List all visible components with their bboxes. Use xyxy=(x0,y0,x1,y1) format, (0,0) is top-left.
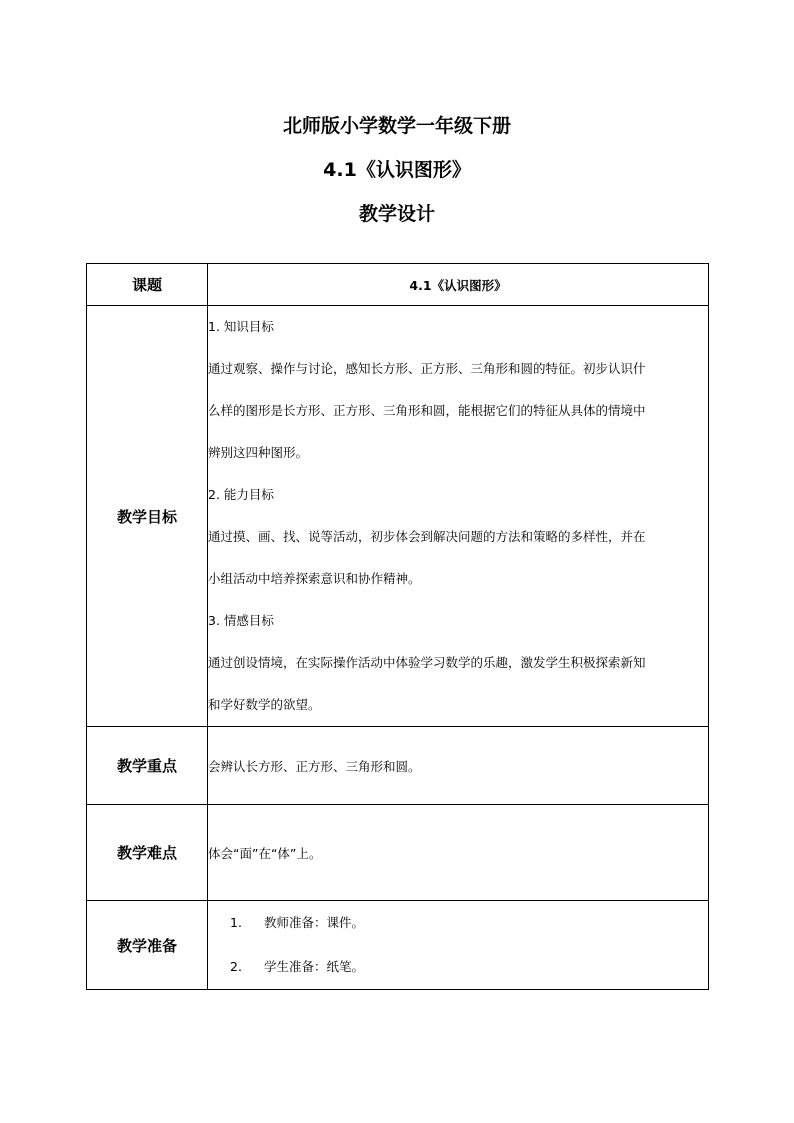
prep-item xyxy=(208,901,708,945)
row-topic xyxy=(87,264,709,306)
ability-line: 小组活动中培养探索意识和协作精神。 xyxy=(208,571,421,586)
ability-heading: 2. 能力目标 xyxy=(208,487,274,502)
label-topic: 课题 xyxy=(87,264,208,306)
document-title xyxy=(0,104,794,236)
title-doc-type: 教学设计 xyxy=(358,203,435,225)
label-difficulties: 教学难点 xyxy=(87,805,208,901)
value-difficulties: 体会“面”在“体”上。 xyxy=(208,805,709,901)
knowledge-line: 辨别这四种图形。 xyxy=(208,445,309,460)
prep-item-number: 2. xyxy=(230,959,242,974)
prep-item-text: 学生准备：纸笔。 xyxy=(264,959,365,974)
knowledge-line: 么样的图形是长方形、正方形、三角形和圆，能根据它们的特征从具体的情境中 xyxy=(208,403,646,418)
row-key-points xyxy=(87,727,709,805)
value-objectives xyxy=(208,306,709,727)
title-course: 北师版小学数学一年级下册 xyxy=(282,115,511,137)
row-preparation xyxy=(87,901,709,990)
value-key-points: 会辨认长方形、正方形、三角形和圆。 xyxy=(208,727,709,805)
label-objectives: 教学目标 xyxy=(87,306,208,727)
emotion-line: 和学好数学的欲望。 xyxy=(208,697,321,712)
lesson-plan-table xyxy=(86,263,709,990)
value-topic: 4.1《认识图形》 xyxy=(208,264,709,306)
prep-item-number: 1. xyxy=(230,915,242,930)
label-preparation: 教学准备 xyxy=(87,901,208,990)
label-key-points: 教学重点 xyxy=(87,727,208,805)
row-difficulties xyxy=(87,805,709,901)
title-lesson: 4.1《认识图形》 xyxy=(323,159,471,181)
emotion-heading: 3. 情感目标 xyxy=(208,613,274,628)
ability-line: 通过摸、画、找、说等活动，初步体会到解决问题的方法和策略的多样性，并在 xyxy=(208,529,646,544)
value-preparation xyxy=(208,901,709,990)
prep-item xyxy=(208,945,708,989)
knowledge-line: 通过观察、操作与讨论，感知长方形、正方形、三角形和圆的特征。初步认识什 xyxy=(208,361,646,376)
row-objectives xyxy=(87,306,709,727)
emotion-line: 通过创设情境，在实际操作活动中体验学习数学的乐趣，激发学生积极探索新知 xyxy=(208,655,646,670)
knowledge-heading: 1. 知识目标 xyxy=(208,319,274,334)
prep-item-text: 教师准备：课件。 xyxy=(264,915,365,930)
